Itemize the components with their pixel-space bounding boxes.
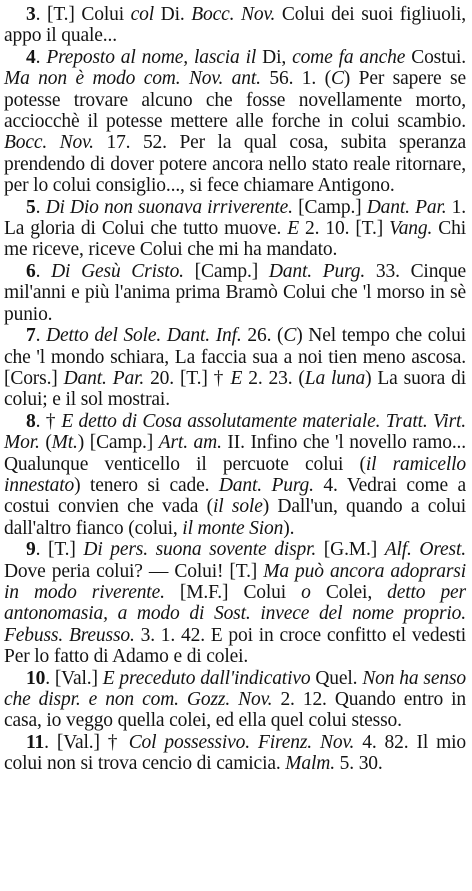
dictionary-entry xyxy=(4,410,471,539)
entry-italic-text: come fa anche xyxy=(292,46,406,68)
entry-italic-text: E preceduto dall'indicativo xyxy=(102,667,311,689)
entry-italic-text: Col possessivo. Firenz. Nov. xyxy=(128,731,355,753)
dictionary-entry xyxy=(4,260,471,325)
entry-text: . † xyxy=(35,410,62,432)
entry-italic-text: E detto di Cosa assolutamente materiale. Tratt. Virt. Mor. xyxy=(4,410,471,454)
entry-italic-text: il ramicello innestato xyxy=(4,453,471,496)
entry-italic-text: il sole xyxy=(212,496,263,518)
entry-italic-text: Bocc. Nov. xyxy=(191,4,276,25)
entry-text: ). xyxy=(283,517,295,539)
entry-text: ( xyxy=(39,432,52,454)
entry-italic-text: col xyxy=(130,4,155,25)
dictionary-entry xyxy=(4,196,471,261)
entry-text: 26. ( xyxy=(241,325,284,347)
entry-italic-text: Bocc. Nov. xyxy=(4,132,94,154)
entry-text: Chi me riceve, riceve Colui che mi ha mandato. xyxy=(4,218,471,261)
entry-text: ) Dall'un, quando a colui dall'altro fianco (colui, xyxy=(4,496,471,539)
entry-italic-text: Art. am. xyxy=(158,432,222,454)
entry-text: [Camp.] xyxy=(292,196,367,218)
entry-text: 4. Vedrai come a costui convien che vada ( xyxy=(4,474,471,518)
entry-italic-text: il monte Sion xyxy=(182,517,284,539)
entry-text: ) Nel tempo che colui che 'l mondo schiara, La faccia sua a noi tien meno ascosa. [Cors.] xyxy=(4,325,471,389)
entry-number: 4 xyxy=(26,46,36,68)
entry-text: 33. Cinque mil'anni e più l'anima prima Bramò Colui che 'l morso in sè punio. xyxy=(4,260,471,325)
entry-text: ) Per sapere se potesse trovare alcuno che fosse novellamente morto, acciocchè il potesse mettere alle forche in colui scambio. xyxy=(4,68,471,133)
entry-number: 10 xyxy=(26,667,46,689)
entry-italic-text: C xyxy=(283,325,297,347)
entry-text: 2. 12. Quando entro in casa, io veggo quella colei, ed ella quel colui stesso. xyxy=(4,689,471,732)
dictionary-entry xyxy=(4,539,471,668)
entry-number: 6 xyxy=(26,260,36,282)
entry-italic-text: o xyxy=(301,581,311,603)
entry-text: 20. [T.] † xyxy=(144,367,231,389)
entry-number: 7 xyxy=(26,325,36,347)
entry-number: 8 xyxy=(26,410,36,432)
entry-text: . xyxy=(35,196,46,218)
entry-text: ) La suora di colui; e il sol mostrai. xyxy=(4,367,471,411)
entry-italic-text: Ma non è modo com. Nov. ant. xyxy=(4,68,261,90)
entry-text: ) tenero si cade. xyxy=(74,474,219,496)
entry-text: 17. 52. Per la qual cosa, subita speranza prendendo di dover potere ancora nello stato reale ritornare, per lo colui consiglio..., si fece chiamare Antigono. xyxy=(4,132,471,197)
entry-text: [M.F.] Colui xyxy=(164,581,302,603)
entry-number: 11 xyxy=(26,731,45,753)
entry-italic-text: Non ha senso che dispr. e non com. Gozz. Nov. xyxy=(4,667,471,710)
entry-italic-text: Malm. xyxy=(285,753,335,775)
entry-italic-text: Di pers. suona sovente dispr. xyxy=(83,539,317,561)
entry-italic-text: C xyxy=(330,68,344,90)
entry-text: . xyxy=(35,325,47,347)
entry-italic-text: Alf. Orest. xyxy=(384,539,466,561)
entry-italic-text: Vang. xyxy=(389,218,433,240)
entry-text: . [Val.] † xyxy=(44,731,129,753)
entry-number: 3 xyxy=(26,4,36,25)
entry-italic-text: Dant. Par. xyxy=(366,196,447,218)
entry-italic-text: La luna xyxy=(304,367,366,389)
entry-italic-text: Preposto al nome, lascia il xyxy=(46,46,257,68)
dictionary-entry xyxy=(4,4,471,47)
entry-italic-text: detto per antonomasia, a modo di Sost. invece del nome proprio. Febuss. Breusso. xyxy=(4,581,471,646)
entry-text: Costui. xyxy=(405,46,471,68)
entry-text: ) [Camp.] xyxy=(77,432,159,454)
entry-text: . [Val.] xyxy=(45,667,103,689)
entry-number: 9 xyxy=(26,539,36,561)
entry-text: Di. xyxy=(154,4,192,25)
entry-text: Colui dei suoi figliuoli, appo il quale... xyxy=(4,4,471,47)
entry-text: 3. 1. 42. E poi in croce confitto el vedesti Per lo fatto di Adamo e di colei. xyxy=(4,624,471,668)
entry-text: Colei, xyxy=(310,581,388,603)
entry-italic-text: Dant. Purg. xyxy=(268,260,366,282)
entry-italic-text: Dant. Par. xyxy=(63,367,145,389)
entry-italic-text: Di Gesù Cristo. xyxy=(51,260,184,282)
dictionary-entry xyxy=(4,667,471,732)
entry-italic-text: Di Dio non suonava irriverente. xyxy=(45,196,293,218)
entry-text: [Camp.] xyxy=(183,260,269,282)
entry-italic-text: Dant. Purg. xyxy=(218,474,314,496)
entry-text: 56. 1. ( xyxy=(260,68,331,90)
entry-text: 1. La gloria di Colui che tutto muove. xyxy=(4,196,471,240)
entry-number: 5 xyxy=(26,196,36,218)
entry-italic-text: E xyxy=(230,367,243,389)
entry-text: . xyxy=(35,260,52,282)
entry-text: 2. 23. ( xyxy=(242,367,305,389)
entry-text: 4. 82. Il mio colui non si trova cencio di camicia. xyxy=(4,731,471,775)
entry-text: . xyxy=(35,46,47,68)
entry-italic-text: Detto del Sole. Dant. Inf. xyxy=(46,325,242,347)
dictionary-entry xyxy=(4,731,471,775)
entry-text: Dove peria colui? — Colui! [T.] xyxy=(4,539,471,582)
dictionary-entry xyxy=(4,46,471,197)
entry-text: Quel. xyxy=(310,667,363,689)
entry-text: II. Infino che 'l novello ramo... Qualunque venticello il percuote colui ( xyxy=(4,432,471,475)
entry-text: Di, xyxy=(256,46,293,68)
entry-italic-text: Mt. xyxy=(51,432,78,454)
entry-italic-text: E xyxy=(287,218,299,240)
entry-text: 5. 30. xyxy=(334,753,383,775)
entry-text: . [T.] xyxy=(35,539,84,561)
entry-text: 2. 10. [T.] xyxy=(298,218,390,240)
dictionary-entry xyxy=(4,325,471,411)
entry-text: . [T.] Colui xyxy=(35,4,131,25)
entry-italic-text: Ma può ancora adoprarsi in modo riverente. xyxy=(4,560,471,603)
entry-text: [G.M.] xyxy=(316,539,385,561)
